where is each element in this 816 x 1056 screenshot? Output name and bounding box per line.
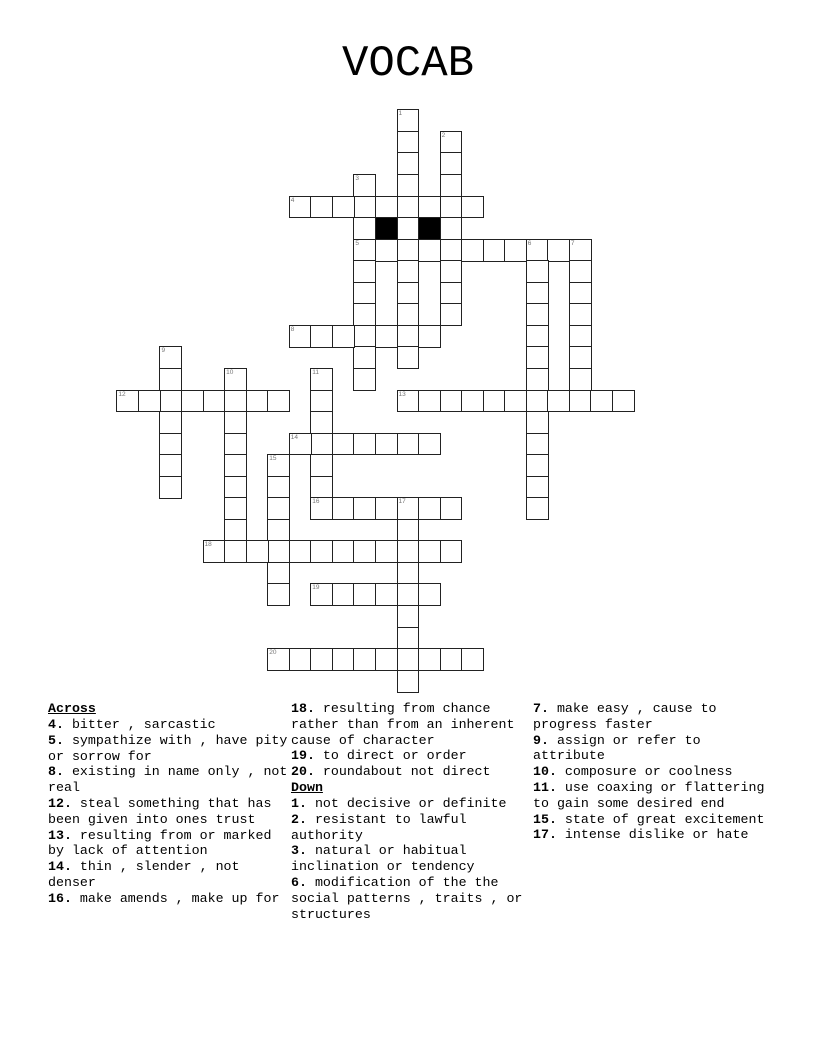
clue-across-5: 5. sympathize with , have pity or sorrow for	[48, 732, 288, 764]
clue-number: 3	[355, 175, 360, 182]
grid-cell[interactable]	[397, 562, 420, 585]
black-square	[375, 217, 398, 240]
clue-across-16: 16. make amends , make up for	[48, 890, 280, 906]
grid-cell[interactable]	[397, 217, 420, 240]
grid-cell[interactable]	[289, 196, 312, 219]
grid-cell[interactable]	[440, 497, 463, 520]
grid-cell[interactable]	[353, 282, 376, 305]
grid-cell[interactable]	[397, 648, 420, 671]
grid-cell[interactable]	[440, 174, 463, 197]
grid-cell[interactable]	[375, 325, 398, 348]
grid-cell[interactable]	[440, 239, 463, 262]
clue-across-14: 14. thin , slender , not denser	[48, 859, 240, 890]
grid-cell[interactable]	[397, 174, 420, 197]
grid-cell[interactable]	[224, 390, 247, 413]
grid-cell[interactable]	[569, 390, 592, 413]
grid-cell[interactable]	[461, 390, 484, 413]
clue-number: 20	[269, 649, 277, 657]
grid-cell[interactable]	[504, 390, 527, 413]
grid-cell[interactable]	[397, 433, 420, 456]
grid-cell[interactable]	[289, 325, 312, 348]
grid-cell[interactable]	[526, 282, 549, 305]
grid-cell[interactable]	[267, 454, 290, 477]
grid-cell[interactable]	[397, 131, 420, 154]
grid-cell[interactable]	[418, 433, 441, 456]
grid-cell[interactable]	[353, 583, 376, 606]
clue-number: 12	[118, 390, 126, 398]
grid-cell[interactable]	[526, 433, 549, 456]
grid-cell[interactable]	[224, 540, 247, 563]
grid-cell[interactable]	[203, 540, 226, 563]
clue-number: 9	[161, 347, 166, 355]
grid-cell[interactable]	[375, 239, 398, 262]
black-square	[418, 217, 441, 240]
grid-cell[interactable]	[526, 239, 549, 262]
across-heading: Across	[48, 701, 96, 716]
grid-cell[interactable]	[397, 282, 420, 305]
grid-cell[interactable]	[332, 583, 355, 606]
grid-cell[interactable]	[440, 152, 463, 175]
clue-down-17: 17. intense dislike or hate	[533, 827, 749, 843]
clue-number: 10	[226, 368, 234, 376]
clue-down-3: 3. natural or habitual inclination or tendency	[291, 843, 475, 875]
clue-number: 11	[312, 368, 320, 376]
clue-number: 14	[290, 433, 298, 441]
grid-cell[interactable]	[310, 540, 333, 563]
grid-cell[interactable]	[224, 476, 247, 499]
clue-down-11: 11. use coaxing or flattering to gain some desired end	[533, 779, 765, 811]
clue-down-6: 6. modification of the the social patterns , traits , or structures	[291, 874, 523, 922]
grid-cell[interactable]	[375, 648, 398, 671]
grid-cell[interactable]	[526, 411, 549, 434]
clue-number: 5	[355, 239, 360, 247]
grid-cell[interactable]	[332, 648, 355, 671]
clue-number: 15	[269, 455, 277, 463]
grid-cell[interactable]	[224, 368, 247, 391]
grid-cell[interactable]	[397, 239, 420, 262]
grid-cell[interactable]	[375, 583, 398, 606]
grid-cell[interactable]	[353, 196, 376, 219]
grid-cell[interactable]	[526, 346, 549, 369]
grid-cell[interactable]	[397, 497, 420, 520]
grid-cell[interactable]	[353, 648, 376, 671]
grid-cell[interactable]	[353, 260, 376, 283]
grid-cell[interactable]	[353, 368, 376, 391]
grid-cell[interactable]	[504, 239, 527, 262]
grid-cell[interactable]	[569, 303, 592, 326]
grid-cell[interactable]	[353, 433, 376, 456]
grid-cell[interactable]	[397, 583, 420, 606]
grid-cell[interactable]	[310, 411, 333, 434]
grid-cell[interactable]	[375, 540, 398, 563]
grid-cell[interactable]	[116, 390, 139, 413]
grid-cell[interactable]	[267, 540, 290, 563]
grid-cell[interactable]	[310, 433, 333, 456]
clue-across-13: 13. resulting from or marked by lack of attention	[48, 827, 272, 859]
grid-cell[interactable]	[397, 346, 420, 369]
clue-down-15: 15. state of great excitement	[533, 811, 765, 827]
grid-cell[interactable]	[246, 390, 269, 413]
grid-cell[interactable]	[353, 540, 376, 563]
grid-cell[interactable]	[397, 325, 420, 348]
grid-cell[interactable]	[159, 454, 182, 477]
grid-cell[interactable]	[418, 196, 441, 219]
grid-cell[interactable]	[353, 303, 376, 326]
grid-cell[interactable]	[440, 260, 463, 283]
grid-cell[interactable]	[267, 476, 290, 499]
grid-cell[interactable]	[310, 454, 333, 477]
grid-cell[interactable]	[397, 109, 420, 132]
grid-cell[interactable]	[461, 196, 484, 219]
grid-cell[interactable]	[440, 303, 463, 326]
grid-cell[interactable]	[397, 627, 420, 650]
grid-cell[interactable]	[569, 346, 592, 369]
grid-cell[interactable]	[526, 303, 549, 326]
grid-cell[interactable]	[310, 583, 333, 606]
grid-cell[interactable]	[181, 390, 204, 413]
grid-cell[interactable]	[224, 454, 247, 477]
grid-cell[interactable]	[332, 497, 355, 520]
clue-number: 7	[570, 239, 575, 247]
grid-cell[interactable]	[310, 476, 333, 499]
grid-cell[interactable]	[397, 670, 420, 693]
grid-cell[interactable]	[310, 497, 333, 520]
clue-down-7: 7. make easy , cause to progress faster	[533, 701, 717, 732]
grid-cell[interactable]	[138, 390, 161, 413]
grid-cell[interactable]	[224, 497, 247, 520]
grid-cell[interactable]	[397, 390, 420, 413]
grid-cell[interactable]	[547, 239, 570, 262]
clue-down-9: 9. assign or refer to attribute	[533, 732, 701, 764]
grid-cell[interactable]	[353, 346, 376, 369]
grid-cell[interactable]	[353, 497, 376, 520]
grid-cell[interactable]	[353, 217, 376, 240]
clue-number: 8	[290, 325, 295, 333]
clue-number: 18	[204, 541, 212, 549]
grid-cell[interactable]	[332, 540, 355, 563]
clue-across-18: 18. resulting from chance rather than from an inherent cause of character	[291, 701, 515, 748]
grid-cell[interactable]	[267, 583, 290, 606]
grid-cell[interactable]	[332, 325, 355, 348]
grid-cell[interactable]	[289, 433, 312, 456]
grid-cell[interactable]	[440, 390, 463, 413]
grid-cell[interactable]	[418, 540, 441, 563]
grid-cell[interactable]	[159, 368, 182, 391]
grid-cell[interactable]	[440, 131, 463, 154]
grid-cell[interactable]	[310, 368, 333, 391]
grid-cell[interactable]	[397, 605, 420, 628]
clue-across-12: 12. steal something that has been given into ones trust	[48, 795, 272, 827]
clue-across-8: 8. existing in name only , not real	[48, 764, 288, 796]
clue-number: 2	[441, 131, 446, 139]
grid-cell[interactable]	[418, 390, 441, 413]
clue-column-1	[48, 701, 288, 907]
grid-cell[interactable]	[397, 303, 420, 326]
grid-cell[interactable]	[569, 239, 592, 262]
clue-down-2: 2. resistant to lawful authority	[291, 811, 467, 843]
grid-cell[interactable]	[526, 325, 549, 348]
grid-cell[interactable]	[483, 239, 506, 262]
grid-cell[interactable]	[375, 196, 398, 219]
clue-across-4: 4. bitter , sarcastic	[48, 717, 216, 732]
grid-cell[interactable]	[418, 497, 441, 520]
grid-cell[interactable]	[375, 497, 398, 520]
grid-cell[interactable]	[310, 648, 333, 671]
grid-cell[interactable]	[397, 152, 420, 175]
grid-cell[interactable]	[461, 648, 484, 671]
grid-cell[interactable]	[267, 519, 290, 542]
clue-number: 19	[312, 584, 320, 592]
grid-cell[interactable]	[397, 519, 420, 542]
puzzle-title: VOCAB	[341, 39, 475, 89]
grid-cell[interactable]	[526, 368, 549, 391]
grid-cell[interactable]	[569, 282, 592, 305]
clue-column-2	[291, 701, 531, 922]
grid-cell[interactable]	[440, 648, 463, 671]
grid-cell[interactable]	[159, 390, 182, 413]
clue-number: 6	[527, 239, 532, 247]
grid-cell[interactable]	[590, 390, 613, 413]
grid-cell[interactable]	[267, 562, 290, 585]
clue-across-20: 20. roundabout not direct	[291, 764, 491, 780]
grid-cell[interactable]	[397, 196, 420, 219]
grid-cell[interactable]	[246, 540, 269, 563]
grid-cell[interactable]	[440, 282, 463, 305]
grid-cell[interactable]	[310, 390, 333, 413]
grid-cell[interactable]	[159, 433, 182, 456]
grid-cell[interactable]	[418, 648, 441, 671]
grid-cell[interactable]	[267, 390, 290, 413]
grid-cell[interactable]	[569, 260, 592, 283]
grid-cell[interactable]	[159, 346, 182, 369]
grid-cell[interactable]	[397, 260, 420, 283]
clue-number: 17	[398, 498, 406, 506]
grid-cell[interactable]	[440, 217, 463, 240]
grid-cell[interactable]	[332, 433, 355, 456]
grid-cell[interactable]	[547, 390, 570, 413]
grid-cell[interactable]	[224, 411, 247, 434]
grid-cell[interactable]	[526, 454, 549, 477]
grid-cell[interactable]	[159, 411, 182, 434]
clue-number: 1	[398, 110, 403, 118]
grid-cell[interactable]	[353, 174, 376, 197]
grid-cell[interactable]	[159, 476, 182, 499]
grid-cell[interactable]	[440, 540, 463, 563]
grid-cell[interactable]	[461, 239, 484, 262]
grid-cell[interactable]	[569, 368, 592, 391]
grid-cell[interactable]	[526, 390, 549, 413]
clue-down-10: 10. composure or coolness	[533, 764, 733, 780]
grid-cell[interactable]	[569, 325, 592, 348]
grid-cell[interactable]	[397, 540, 420, 563]
clue-number: 16	[312, 498, 320, 506]
grid-cell[interactable]	[267, 648, 290, 671]
clue-number: 13	[398, 390, 406, 398]
clue-down-1: 1. not decisive or definite	[291, 795, 507, 811]
grid-cell[interactable]	[418, 325, 441, 348]
grid-cell[interactable]	[375, 433, 398, 456]
grid-cell[interactable]	[526, 476, 549, 499]
grid-cell[interactable]	[203, 390, 226, 413]
grid-cell[interactable]	[289, 540, 312, 563]
clue-column-3	[533, 701, 773, 843]
grid-cell[interactable]	[526, 497, 549, 520]
grid-cell[interactable]	[353, 239, 376, 262]
grid-cell[interactable]	[224, 519, 247, 542]
clue-across-19: 19. to direct or order	[291, 748, 467, 764]
grid-cell[interactable]	[440, 196, 463, 219]
grid-cell[interactable]	[483, 390, 506, 413]
grid-cell[interactable]	[612, 390, 635, 413]
grid-cell[interactable]	[310, 196, 333, 219]
grid-cell[interactable]	[418, 583, 441, 606]
grid-cell[interactable]	[224, 433, 247, 456]
grid-cell[interactable]	[353, 325, 376, 348]
grid-cell[interactable]	[289, 648, 312, 671]
grid-cell[interactable]	[418, 239, 441, 262]
grid-cell[interactable]	[310, 325, 333, 348]
grid-cell[interactable]	[526, 260, 549, 283]
clue-number: 4	[290, 196, 295, 204]
grid-cell[interactable]	[267, 497, 290, 520]
grid-cell[interactable]	[332, 196, 355, 219]
down-heading: Down	[291, 779, 323, 795]
